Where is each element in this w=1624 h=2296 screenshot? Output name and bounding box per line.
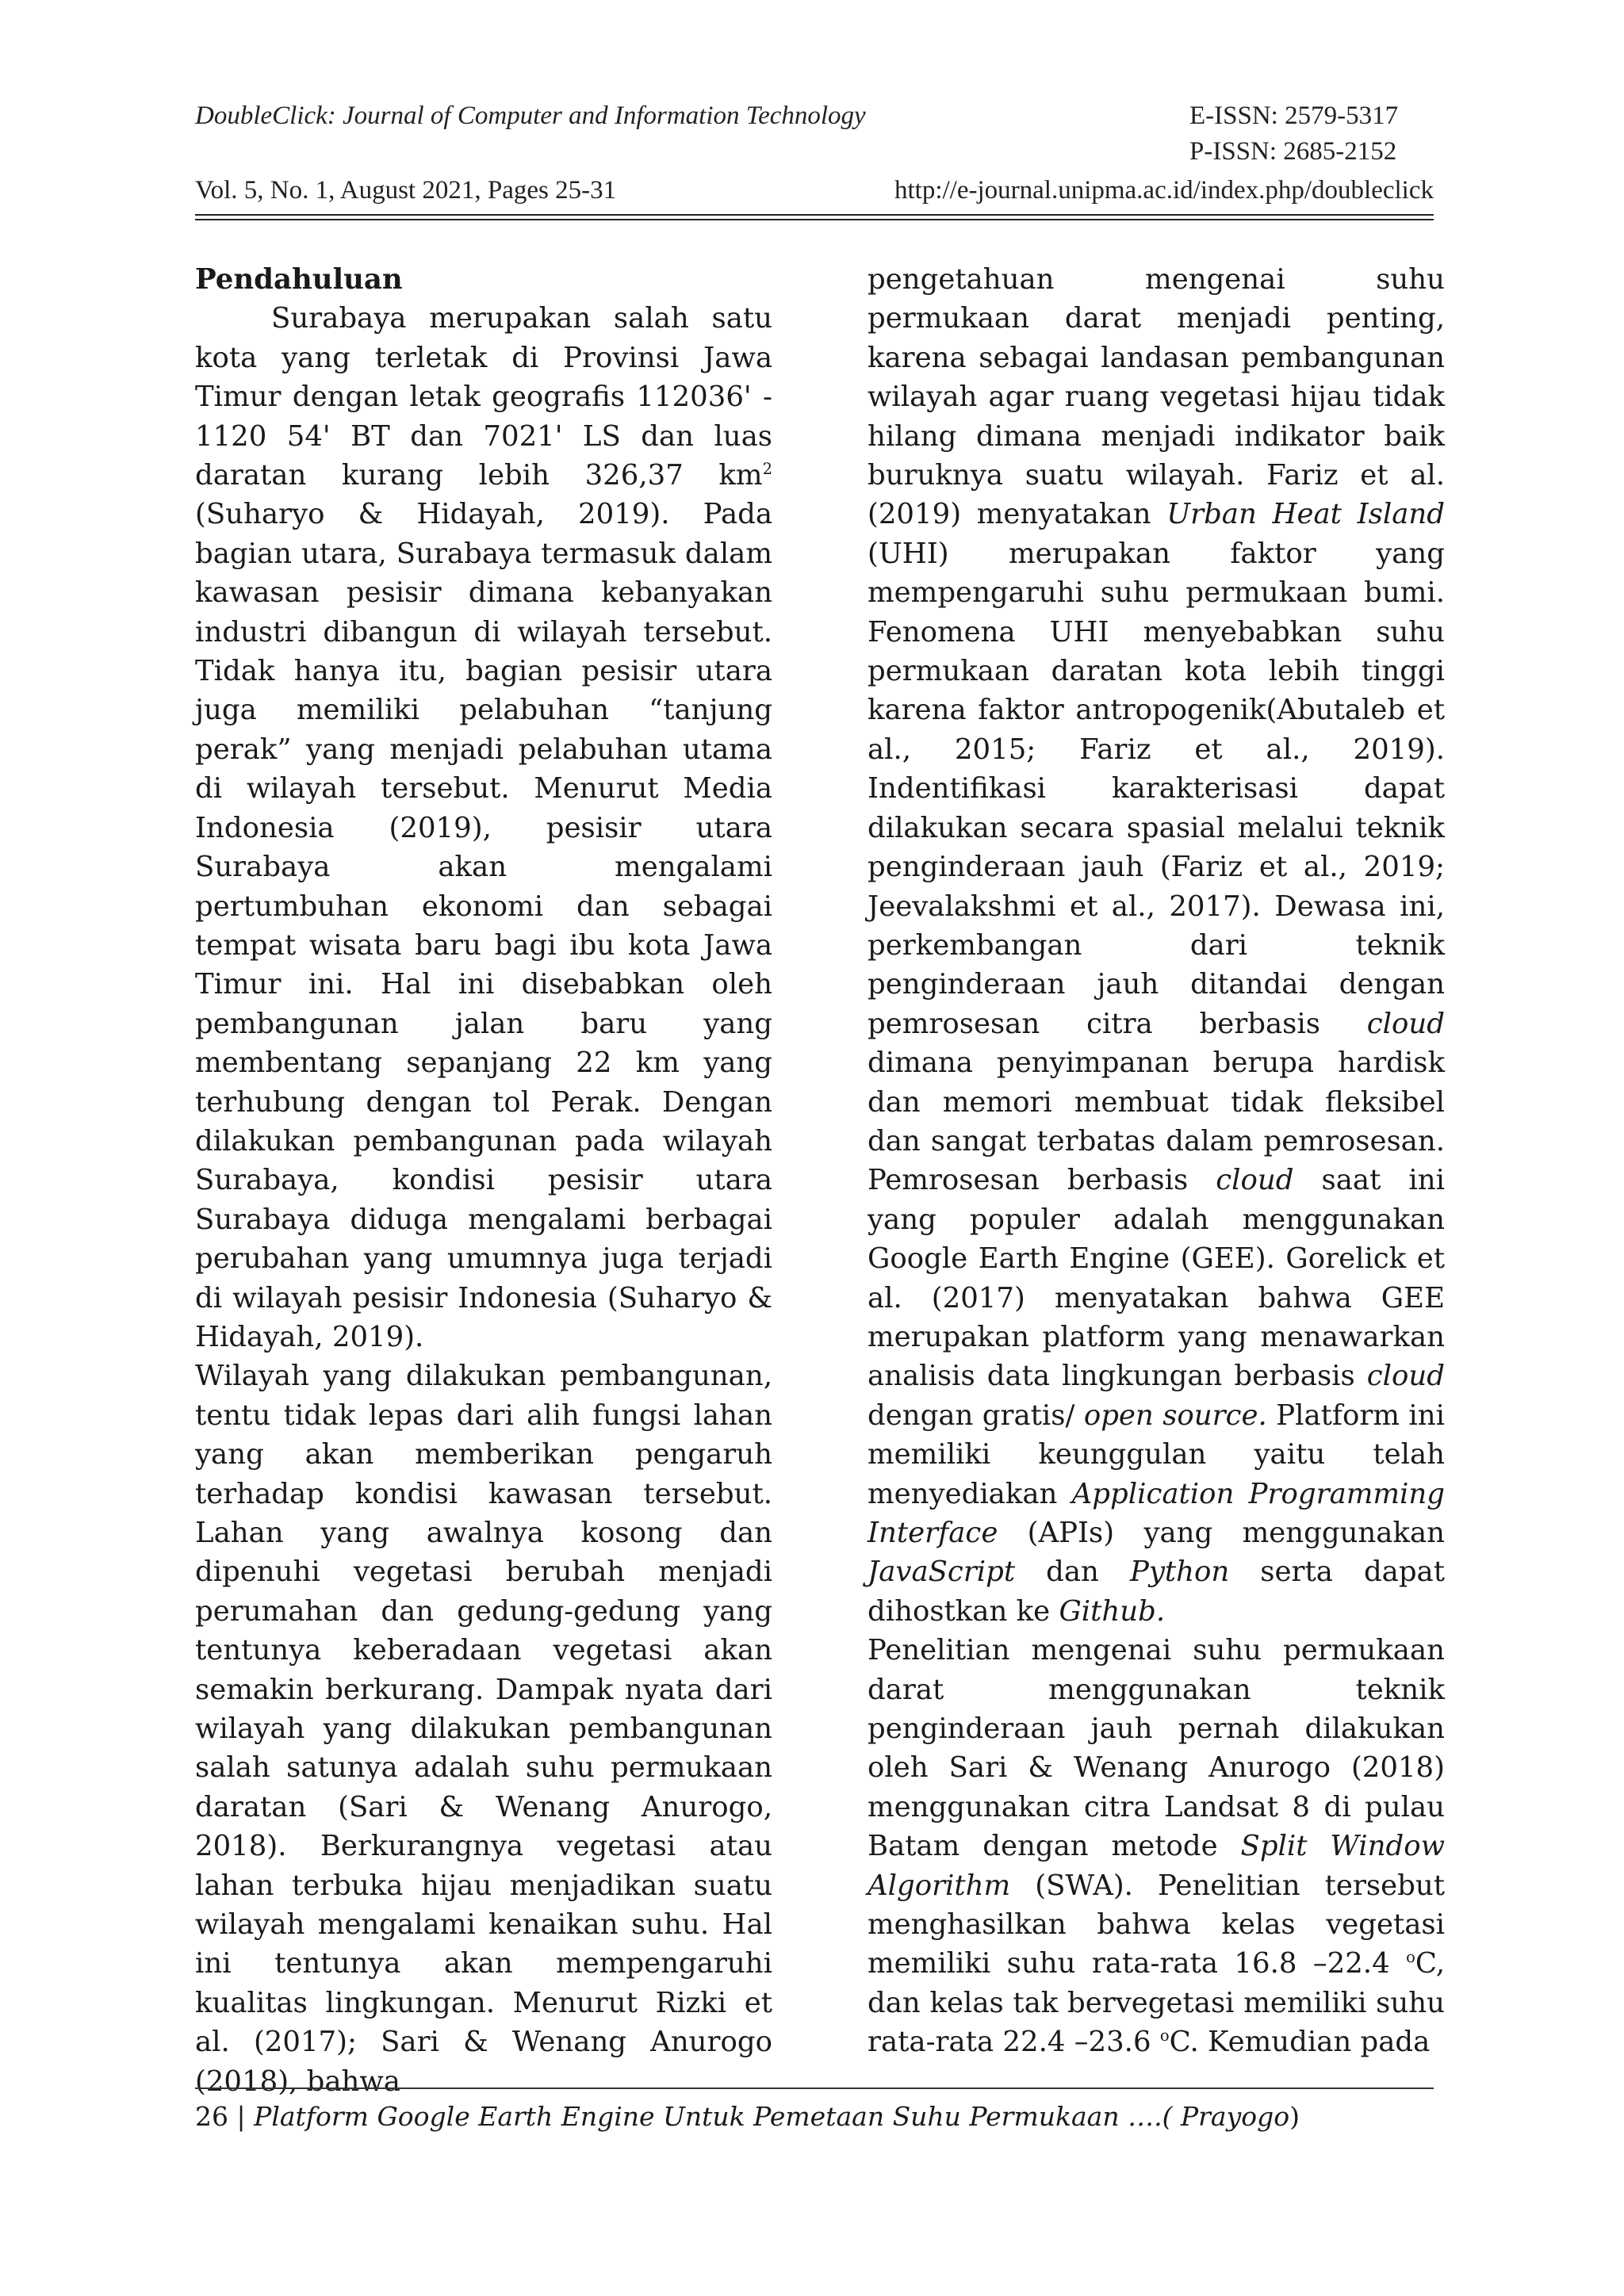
footer-rule [195,2087,1434,2089]
left-column [195,260,772,2101]
page-footer: 26 | Platform Google Earth Engine Untuk Pemetaan Suhu Permukaan ….( Prayogo) [195,2101,1300,2132]
paragraph-intro: Surabaya merupakan salah satu kota yang terletak di Provinsi Jawa Timur dengan letak geografis 112036' - 1120 54' BT dan 7021' LS dan luas daratan kurang lebih 326,37 $km^2$ (Suharyo & Hidayah, 2019). Pada bagian utara, Surabaya termasuk dalam kawasan pesisir dimana kebanyakan industri dibangun di wilayah tersebut. Tidak hanya itu, bagian pesisir utara juga memiliki pelabuhan “tanjung perak” yang menjadi pelabuhan utama di wilayah tersebut. Menurut Media Indonesia (2019), pesisir utara Surabaya akan mengalami pertumbuhan ekonomi dan sebagai tempat wisata baru bagi ibu kota Jawa Timur ini. Hal ini disebabkan oleh pembangunan jalan baru yang membentang sepanjang 22 km yang terhubung dengan tol Perak. Dengan dilakukan pembangunan pada wilayah Surabaya, kondisi pesisir utara Surabaya diduga mengalami berbagai perubahan yang umumnya juga terjadi di wilayah pesisir Indonesia (Suharyo & Hidayah, 2019). [195,302,772,1353]
pissn: P-ISSN: 2685-2152 [1189,137,1397,166]
superscript: 2 [762,460,772,479]
journal-url[interactable]: http://e-journal.unipma.ac.id/index.php/doubleclick [894,176,1434,205]
header-rule-bottom [195,219,1434,220]
paragraph-uhi: pengetahuan mengenai suhu permukaan darat menjadi penting, karena sebagai landasan pembangunan wilayah agar ruang vegetasi hijau tidak hilang dimana menjadi indikator baik buruknya suatu wilayah. Fariz et al. (2019) menyatakan Urban Heat Island (UHI) merupakan faktor yang mempengaruhi suhu permukaan bumi. Fenomena UHI menyebabkan suhu permukaan daratan kota lebih tinggi karena faktor antropogenik(Abutaleb et al., 2015; Fariz et al., 2019). Indentifikasi karakterisasi dapat dilakukan secara spasial melalui teknik penginderaan jauh (Fariz et al., 2019; Jeevalakshmi et al., 2017). Dewasa ini, perkembangan dari teknik penginderaan jauh ditandai dengan pemrosesan citra berbasis cloud dimana penyimpanan berupa hardisk dan memori membuat tidak fleksibel dan sangat terbatas dalam pemrosesan. Pemrosesan berbasis cloud saat ini yang populer adalah menggunakan Google Earth Engine (GEE). Gorelick et al. (2017) menyatakan bahwa GEE merupakan platform yang menawarkan analisis data lingkungan berbasis cloud dengan gratis/ open source. Platform ini memiliki keunggulan yaitu telah menyediakan Application Programming Interface (APIs) yang menggunakan JavaScript dan Python serta dapat dihostkan ke Github. [868,263,1446,1628]
journal-name: DoubleClick: Journal of Computer and Information Technology [195,101,866,130]
paragraph-previous-research: Penelitian mengenai suhu permukaan darat menggunakan teknik penginderaan jauh pernah dilakukan oleh Sari & Wenang Anurogo (2018) menggunakan citra Landsat 8 di pulau Batam dengan metode Split Window Algorithm (SWA). Penelitian tersebut menghasilkan bahwa kelas vegetasi memiliki suhu rata-rata 16.8 –22.4 $^o$C, dan kelas tak bervegetasi memiliki suhu rata-rata 22.4 –23.6 $^o$C. Kemudian pada [868,1634,1446,2059]
paragraph-development: Wilayah yang dilakukan pembangunan, tentu tidak lepas dari alih fungsi lahan yang akan memberikan pengaruh terhadap kondisi kawasan tersebut. Lahan yang awalnya kosong dan dipenuhi vegetasi berubah menjadi perumahan dan gedung-gedung yang tentunya keberadaan vegetasi akan semakin berkurang. Dampak nyata dari wilayah yang dilakukan pembangunan salah satunya adalah suhu permukaan daratan (Sari & Wenang Anurogo, 2018). Berkurangnya vegetasi atau lahan terbuka hijau menjadikan suatu wilayah mengalami kenaikan suhu. Hal ini tentunya akan mempengaruhi kualitas lingkungan. Menurut Rizki et al. (2017); Sari & Wenang Anurogo (2018), bahwa [195,1360,772,2098]
right-column [868,260,1445,2062]
footer-title: Platform Google Earth Engine Untuk Pemetaan Suhu Permukaan ….( [254,2101,1173,2132]
header-rule-top [195,214,1434,216]
section-heading: Pendahuluan [195,263,403,296]
eissn: E-ISSN: 2579-5317 [1189,101,1399,130]
volume-info: Vol. 5, No. 1, August 2021, Pages 25-31 [195,176,617,205]
page-number: 26 [195,2101,228,2132]
footer-author: Prayogo [1172,2101,1290,2132]
